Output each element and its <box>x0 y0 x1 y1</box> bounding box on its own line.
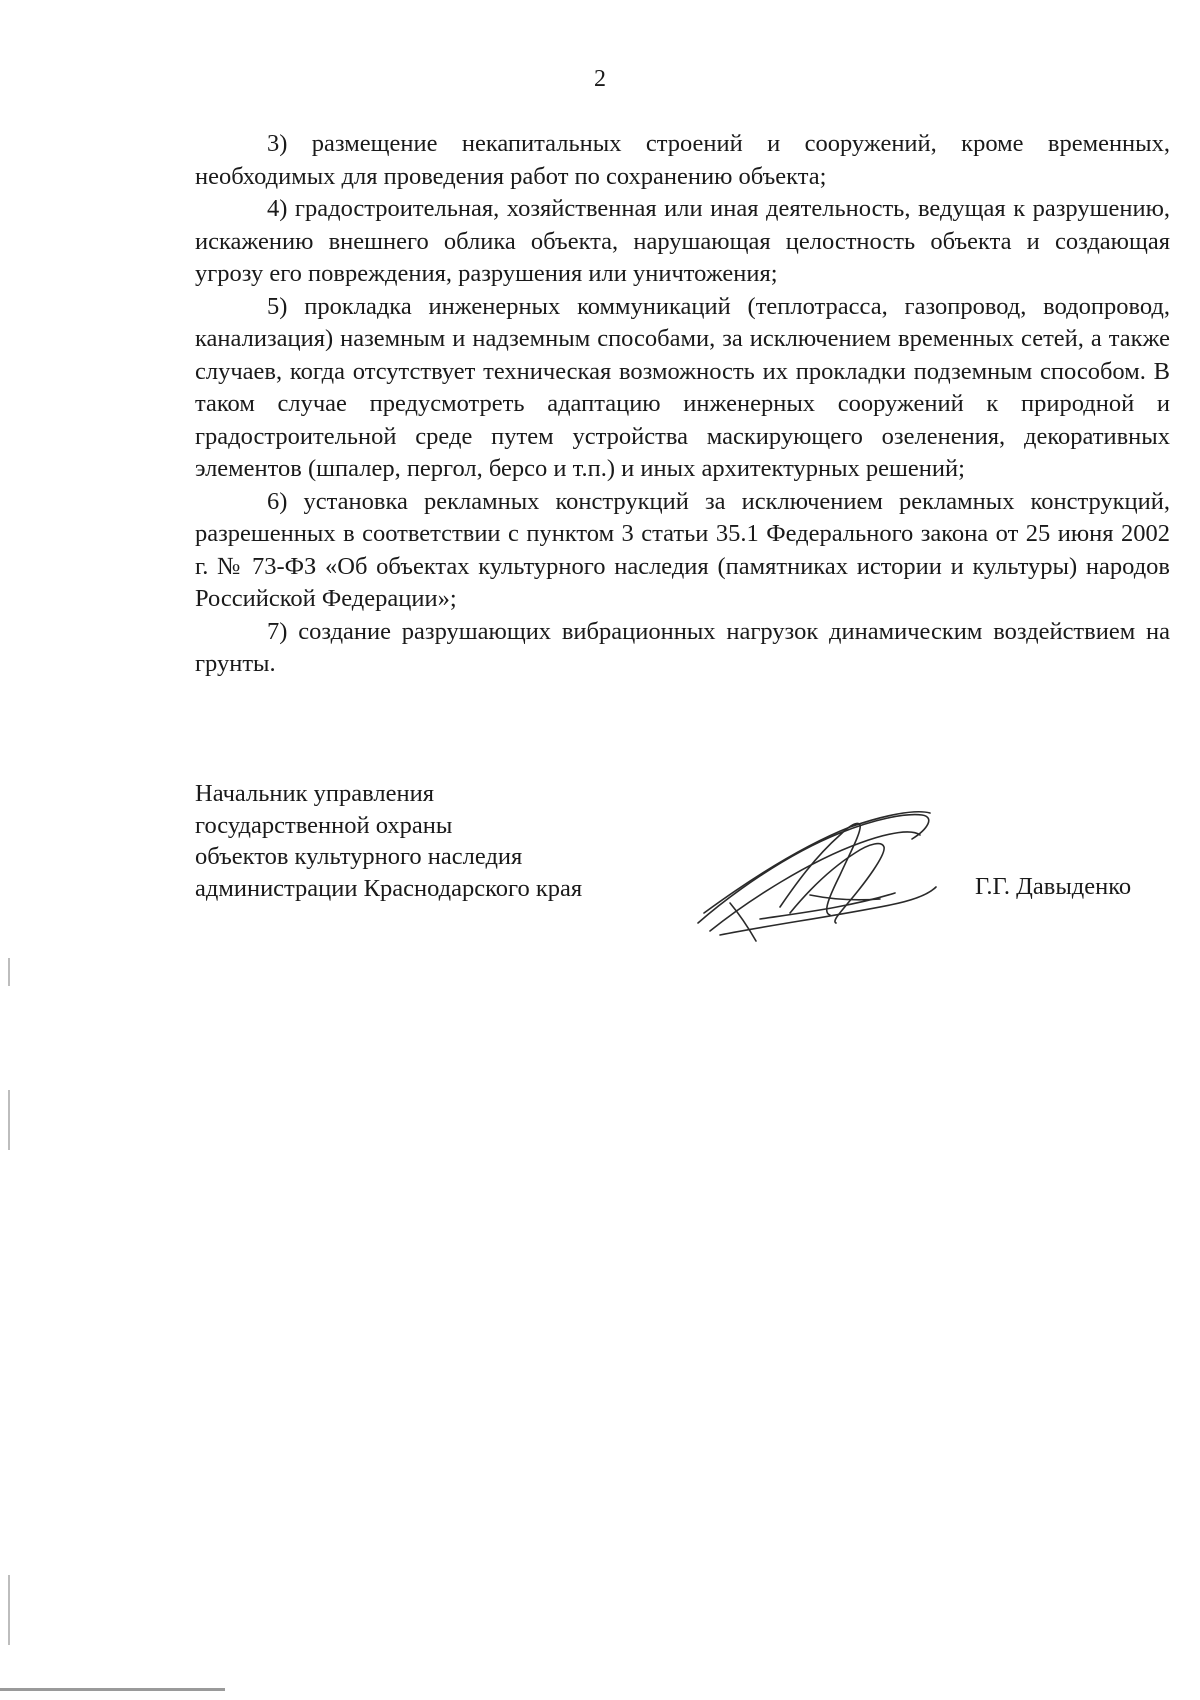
restriction-item-7: 7) создание разрушающих вибрационных нагрузок динамическим воздействием на грунты. <box>195 617 1170 677</box>
signatory-position <box>195 778 582 904</box>
position-line: объектов культурного наследия <box>195 843 523 870</box>
scan-edge-mark <box>8 1090 10 1150</box>
position-line: администрации Краснодарского края <box>195 874 583 902</box>
restriction-item-4: 4) градостроительная, хозяйственная или иная деятельность, ведущая к разрушению, искажению внешнего облика объекта, нарушающая целостность объекта и создающая угрозу его повреждения, разрушения или уничтожения; <box>195 195 1170 287</box>
page-number: 2 <box>594 66 606 92</box>
restrictions-list <box>195 128 1170 681</box>
restriction-item-5: 5) прокладка инженерных коммуникаций (теплотрасса, газопровод, водопровод, канализация) наземным и надземным способами, за исключением временных сетей, а также случаев, когда отсутствует техническая возможность их прокладки подземным способом. В таком случае предусмотреть адаптацию инженерных сооружений к природной и градостроительной среде путем устройства маскирующего озеленения, декоративных элементов (шпалер, пергол, берсо и т.п.) и иных архитектурных решений; <box>195 292 1170 482</box>
scan-edge-mark <box>0 1688 225 1691</box>
scan-edge-mark <box>8 958 10 986</box>
restriction-item-3: 3) размещение некапитальных строений и сооружений, кроме временных, необходимых для проведения работ по сохранению объекта; <box>195 130 1170 190</box>
position-line: Начальник управления <box>195 780 434 807</box>
signatory-name: Г.Г. Давыденко <box>975 873 1132 900</box>
handwritten-signature <box>690 795 950 945</box>
position-line: государственной охраны <box>195 811 453 839</box>
scan-edge-mark <box>8 1575 10 1645</box>
restriction-item-6: 6) установка рекламных конструкций за исключением рекламных конструкций, разрешенных в соответствии с пунктом 3 статьи 35.1 Федерального закона от 25 июня 2002 г. № 73-ФЗ «Об объектах культурного наследия (памятниках истории и культуры) народов Российской Федерации»; <box>195 487 1170 612</box>
